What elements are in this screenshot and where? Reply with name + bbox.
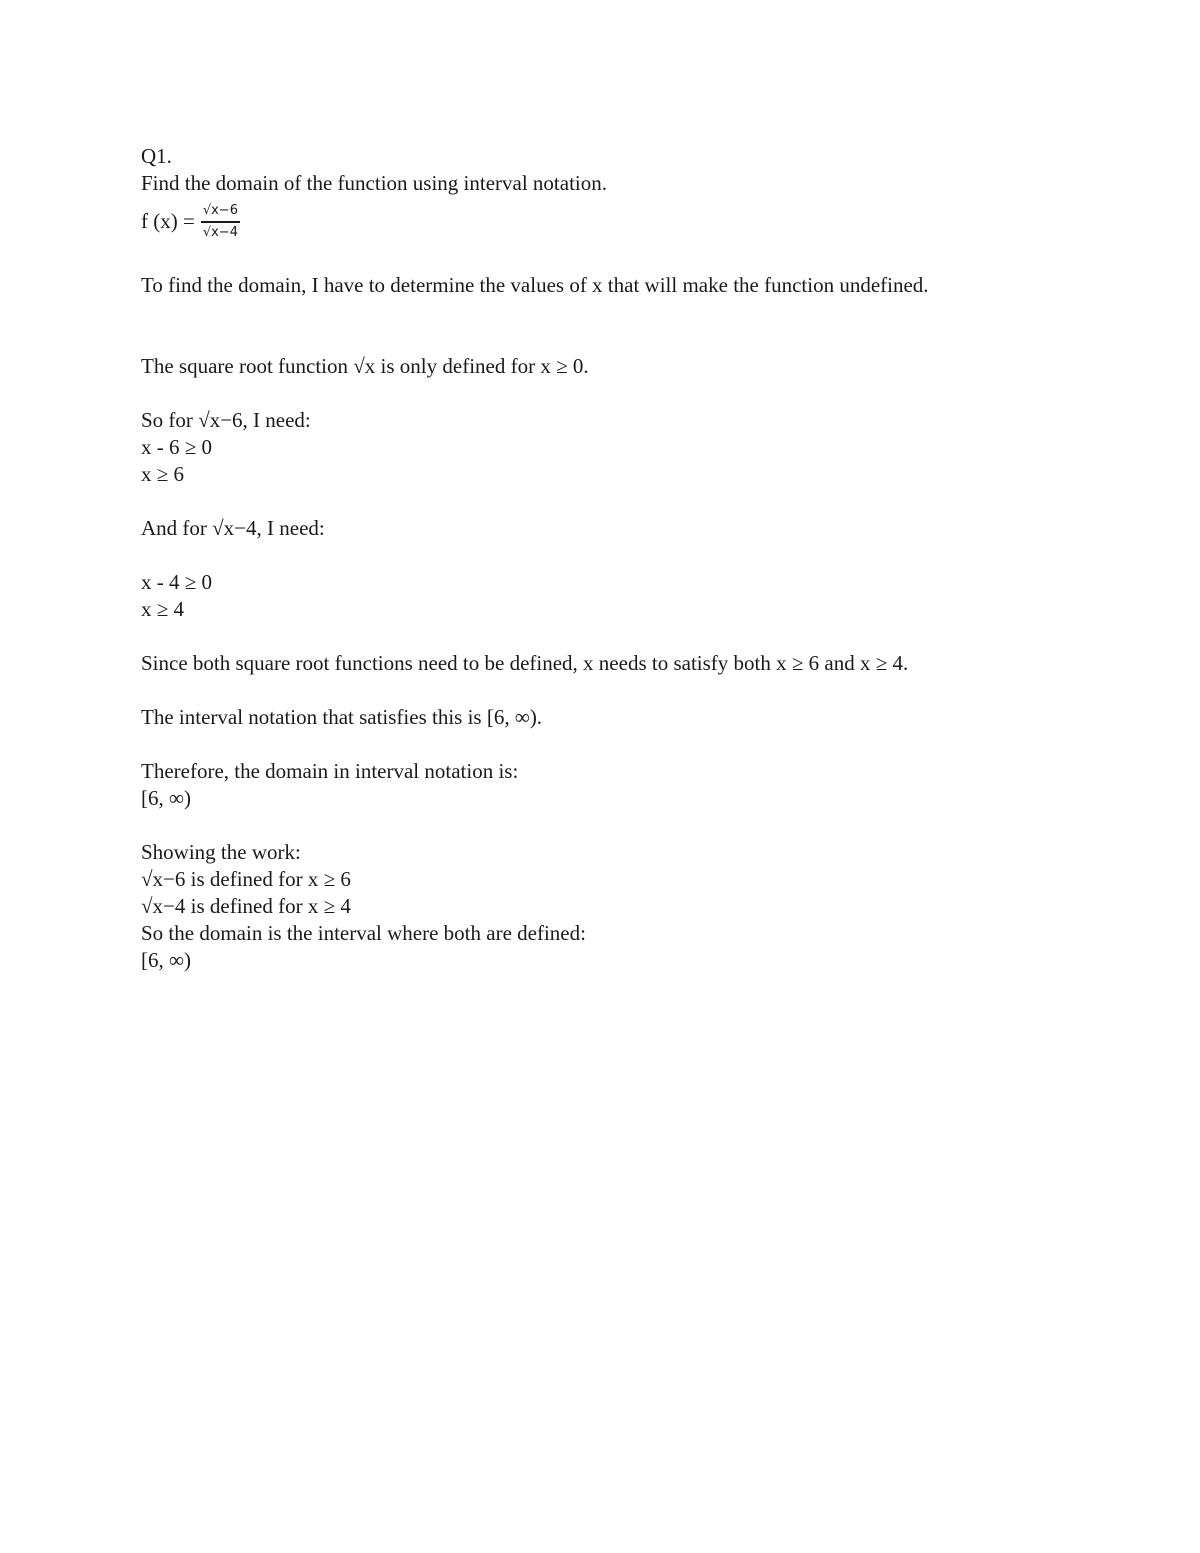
- fraction-bar: [201, 221, 240, 223]
- spacer: [141, 245, 1101, 272]
- work-line-3: So the domain is the interval where both are defined:: [141, 921, 586, 945]
- therefore-text: Therefore, the domain in interval notation is:: [141, 759, 519, 783]
- function-formula: [141, 197, 1101, 245]
- work-line-2: √x−4 is defined for x ≥ 4: [141, 894, 351, 918]
- second-condition-result: x ≥ 4: [141, 597, 185, 621]
- first-condition-heading: So for √x−6, I need:: [141, 408, 311, 432]
- combined-condition-text: Since both square root functions need to be defined, x needs to satisfy both x ≥ 6 and x ≥ 4.: [141, 651, 909, 675]
- domain-answer: [6, ∞): [141, 786, 191, 810]
- interval-statement: The interval notation that satisfies this is [6, ∞).: [141, 705, 543, 729]
- sqrt-rule-text: The square root function √x is only defined for x ≥ 0.: [141, 354, 589, 378]
- spacer: [141, 677, 1101, 704]
- first-condition-result: x ≥ 6: [141, 462, 185, 486]
- formula-fraction: [201, 202, 240, 241]
- spacer: [141, 731, 1101, 758]
- work-answer: [6, ∞): [141, 948, 191, 972]
- formula-denominator: √x−4: [202, 224, 238, 240]
- question-label: Q1.: [141, 144, 172, 168]
- second-condition-heading: And for √x−4, I need:: [141, 516, 325, 540]
- spacer: [141, 542, 1101, 569]
- spacer: [141, 488, 1101, 515]
- second-condition-step: x - 4 ≥ 0: [141, 570, 213, 594]
- intro-text: To find the domain, I have to determine the values of x that will make the function undefined.: [141, 273, 929, 297]
- question-prompt: Find the domain of the function using interval notation.: [141, 171, 608, 195]
- spacer: [141, 299, 1101, 353]
- work-heading: Showing the work:: [141, 840, 301, 864]
- first-condition-step: x - 6 ≥ 0: [141, 435, 213, 459]
- formula-lhs: f (x) =: [141, 208, 195, 233]
- spacer: [141, 812, 1101, 839]
- spacer: [141, 623, 1101, 650]
- document-content: [141, 143, 1101, 974]
- work-line-1: √x−6 is defined for x ≥ 6: [141, 867, 351, 891]
- formula-numerator: √x−6: [202, 202, 238, 218]
- spacer: [141, 380, 1101, 407]
